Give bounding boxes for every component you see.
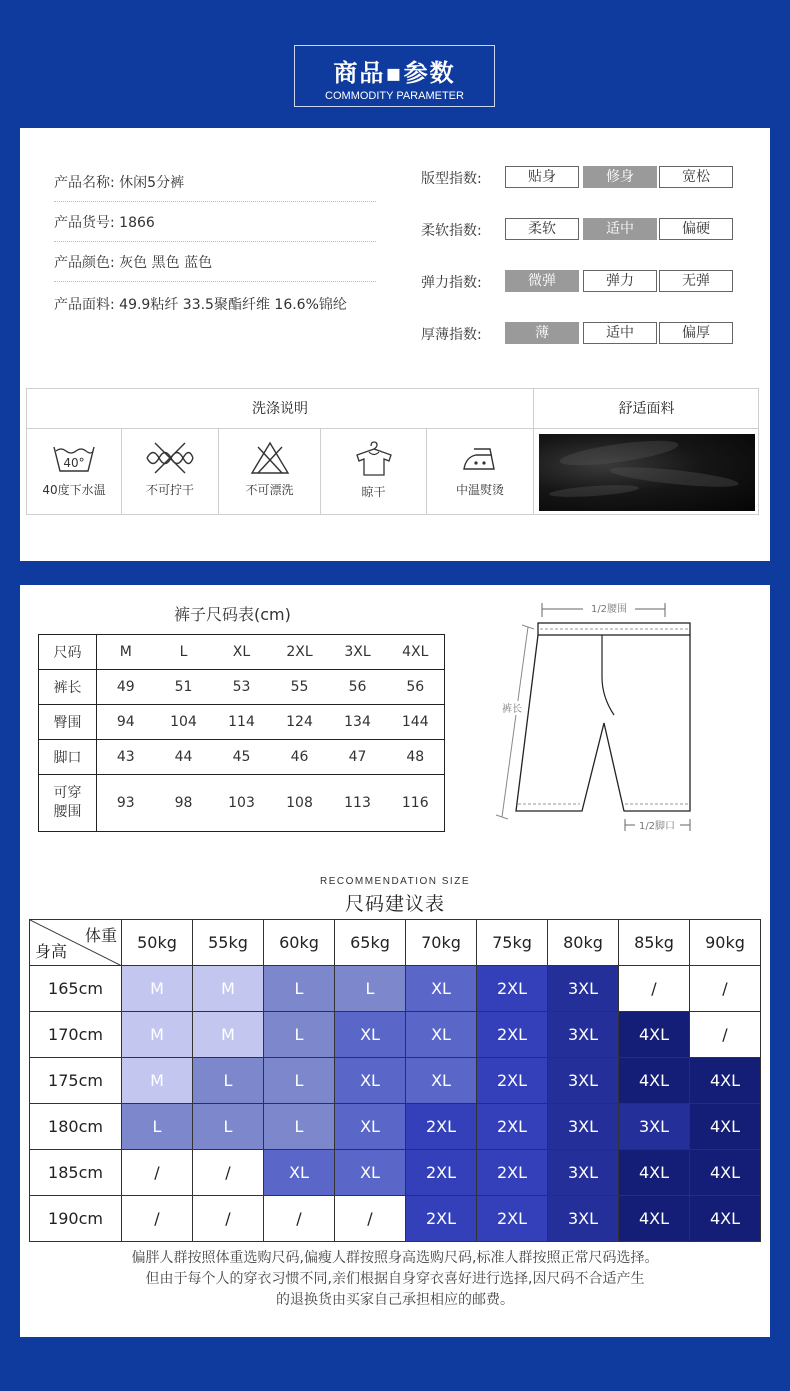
index-label: 厚薄指数: xyxy=(421,327,482,343)
table-cell: 45 xyxy=(213,740,271,775)
weight-header: 75kg xyxy=(477,920,548,966)
table-header: XL xyxy=(213,635,271,670)
table-cell: 114 xyxy=(213,705,271,740)
index-option: 偏厚 xyxy=(659,322,733,344)
table-header: 3XL xyxy=(329,635,387,670)
size-cell: 3XL xyxy=(548,966,619,1012)
info-label: 产品货号: xyxy=(54,215,115,231)
wash-40-icon xyxy=(51,441,97,475)
table-row xyxy=(39,670,445,705)
info-label: 产品颜色: xyxy=(54,255,115,271)
info-value: 休闲5分裤 xyxy=(119,175,185,191)
size-notes xyxy=(20,1248,770,1311)
shorts-measurement-diagram xyxy=(490,597,705,847)
size-cell: / xyxy=(122,1150,193,1196)
size-cell: / xyxy=(193,1196,264,1242)
height-label: 185cm xyxy=(30,1150,122,1196)
size-cell: 2XL xyxy=(477,966,548,1012)
info-name xyxy=(54,172,376,202)
no-bleach-icon xyxy=(250,441,290,475)
table-header: M xyxy=(97,635,155,670)
table-cell: 108 xyxy=(271,775,329,832)
size-cell: 4XL xyxy=(690,1196,761,1242)
care-table xyxy=(26,388,759,515)
header-title: 商品▪参数 xyxy=(333,59,456,87)
info-value: 49.9粘纤 33.5聚酯纤维 16.6%锦纶 xyxy=(119,297,347,313)
weight-header: 55kg xyxy=(193,920,264,966)
size-cell: 2XL xyxy=(477,1196,548,1242)
table-cell: 93 xyxy=(97,775,155,832)
header-subtitle: COMMODITY PARAMETER xyxy=(325,90,464,102)
size-cell: / xyxy=(264,1196,335,1242)
size-cell: 4XL xyxy=(690,1150,761,1196)
index-option-selected: 微弹 xyxy=(505,270,579,292)
index-option: 宽松 xyxy=(659,166,733,188)
table-row xyxy=(30,1104,761,1150)
table-cell: 104 xyxy=(155,705,213,740)
size-cell: XL xyxy=(335,1150,406,1196)
table-cell: 94 xyxy=(97,705,155,740)
size-cell: L xyxy=(122,1104,193,1150)
table-cell: 49 xyxy=(97,670,155,705)
size-cell: 3XL xyxy=(548,1058,619,1104)
table-cell: 103 xyxy=(213,775,271,832)
table-cell: 144 xyxy=(387,705,445,740)
care-title: 洗涤说明 xyxy=(27,389,534,429)
size-cell: L xyxy=(264,966,335,1012)
index-option: 柔软 xyxy=(505,218,579,240)
table-cell: 134 xyxy=(329,705,387,740)
size-chart-table xyxy=(38,634,445,832)
care-label: 晾干 xyxy=(361,485,386,499)
index-label: 弹力指数: xyxy=(421,275,482,291)
size-cell: XL xyxy=(335,1104,406,1150)
note-line: 的退换货由买家自己承担相应的邮费。 xyxy=(276,1292,514,1308)
table-cell: 116 xyxy=(387,775,445,832)
weight-header: 60kg xyxy=(264,920,335,966)
care-label: 不可拧干 xyxy=(145,483,194,497)
hang-dry-icon xyxy=(354,441,394,477)
index-option-selected: 薄 xyxy=(505,322,579,344)
row-label: 脚口 xyxy=(39,740,97,775)
fabric-swatch-image xyxy=(539,434,755,511)
size-cell: 2XL xyxy=(406,1104,477,1150)
care-label: 中温熨烫 xyxy=(455,483,504,497)
size-chart-title: 裤子尺码表(cm) xyxy=(174,605,291,624)
size-cell: M xyxy=(122,966,193,1012)
table-cell: 55 xyxy=(271,670,329,705)
index-option: 偏硬 xyxy=(659,218,733,240)
no-wring-icon xyxy=(145,441,195,475)
table-row xyxy=(39,740,445,775)
weight-header: 85kg xyxy=(619,920,690,966)
table-row xyxy=(30,1150,761,1196)
size-cell: M xyxy=(122,1058,193,1104)
care-item-no-wring xyxy=(122,429,219,514)
table-row xyxy=(39,705,445,740)
size-cell: 4XL xyxy=(619,1012,690,1058)
info-value: 1866 xyxy=(119,215,155,231)
row-label: 可穿 腰围 xyxy=(39,775,97,832)
table-row xyxy=(39,775,445,832)
svg-text:40°: 40° xyxy=(63,456,85,470)
table-cell: 124 xyxy=(271,705,329,740)
size-cell: 3XL xyxy=(548,1104,619,1150)
care-item-hang-dry xyxy=(321,429,427,514)
height-label: 170cm xyxy=(30,1012,122,1058)
info-color xyxy=(54,252,376,282)
height-label: 175cm xyxy=(30,1058,122,1104)
size-cell: 3XL xyxy=(548,1196,619,1242)
note-line: 但由于每个人的穿衣习惯不同,亲们根据自身穿衣喜好进行选择,因尺码不合适产生 xyxy=(145,1271,645,1287)
fabric-title: 舒适面料 xyxy=(534,389,759,429)
recommendation-title-en: RECOMMENDATION SIZE xyxy=(320,876,470,887)
size-cell: XL xyxy=(335,1058,406,1104)
care-item-iron xyxy=(427,429,534,514)
height-label: 180cm xyxy=(30,1104,122,1150)
index-option: 适中 xyxy=(583,322,657,344)
table-cell: 53 xyxy=(213,670,271,705)
size-cell: XL xyxy=(406,1058,477,1104)
size-cell: 4XL xyxy=(619,1058,690,1104)
table-cell: 48 xyxy=(387,740,445,775)
size-cell: 2XL xyxy=(477,1012,548,1058)
care-item-wash xyxy=(27,429,122,514)
table-cell: 43 xyxy=(97,740,155,775)
row-label: 裤长 xyxy=(39,670,97,705)
length-label: 裤长 xyxy=(502,704,522,715)
size-cell: 4XL xyxy=(619,1196,690,1242)
size-cell: 2XL xyxy=(477,1150,548,1196)
index-option-selected: 适中 xyxy=(583,218,657,240)
weight-header: 65kg xyxy=(335,920,406,966)
size-cell: 4XL xyxy=(690,1104,761,1150)
size-cell: L xyxy=(264,1012,335,1058)
table-row xyxy=(30,920,761,966)
weight-header: 70kg xyxy=(406,920,477,966)
product-parameter-panel xyxy=(20,128,770,561)
size-cell: 2XL xyxy=(406,1196,477,1242)
waist-label: 1/2腰围 xyxy=(590,604,628,615)
size-cell: / xyxy=(690,1012,761,1058)
info-value: 灰色 黑色 蓝色 xyxy=(119,255,213,271)
corner-height-label: 身高 xyxy=(35,942,68,961)
table-cell: 98 xyxy=(155,775,213,832)
size-cell: XL xyxy=(335,1012,406,1058)
row-label: 臀围 xyxy=(39,705,97,740)
size-cell: XL xyxy=(406,966,477,1012)
size-cell: / xyxy=(193,1150,264,1196)
info-label: 产品名称: xyxy=(54,175,115,191)
size-cell: 4XL xyxy=(619,1150,690,1196)
size-cell: M xyxy=(193,1012,264,1058)
table-header: L xyxy=(155,635,213,670)
size-cell: XL xyxy=(264,1150,335,1196)
table-cell: 51 xyxy=(155,670,213,705)
table-corner xyxy=(30,920,122,966)
table-row xyxy=(30,966,761,1012)
hem-label: 1/2脚口 xyxy=(638,821,676,832)
size-cell: / xyxy=(335,1196,406,1242)
table-cell: 46 xyxy=(271,740,329,775)
size-panel xyxy=(20,585,770,1337)
size-cell: 3XL xyxy=(548,1012,619,1058)
size-cell: 3XL xyxy=(619,1104,690,1150)
iron-medium-icon xyxy=(460,441,500,475)
section-header xyxy=(294,45,495,107)
corner-weight-label: 体重 xyxy=(84,926,117,945)
size-cell: 4XL xyxy=(690,1058,761,1104)
size-cell: 3XL xyxy=(548,1150,619,1196)
index-label: 版型指数: xyxy=(421,171,482,187)
size-cell: / xyxy=(619,966,690,1012)
care-item-no-bleach xyxy=(219,429,321,514)
size-cell: 2XL xyxy=(477,1058,548,1104)
info-sku xyxy=(54,212,376,242)
size-cell: L xyxy=(335,966,406,1012)
size-cell: / xyxy=(122,1196,193,1242)
care-label: 不可漂洗 xyxy=(245,483,294,497)
size-cell: M xyxy=(122,1012,193,1058)
size-cell: 2XL xyxy=(477,1104,548,1150)
size-cell: / xyxy=(690,966,761,1012)
table-row xyxy=(30,1012,761,1058)
table-header: 尺码 xyxy=(39,635,97,670)
height-label: 190cm xyxy=(30,1196,122,1242)
info-label: 产品面料: xyxy=(54,297,115,313)
weight-header: 50kg xyxy=(122,920,193,966)
index-option: 贴身 xyxy=(505,166,579,188)
size-cell: L xyxy=(264,1104,335,1150)
size-cell: M xyxy=(193,966,264,1012)
table-header: 2XL xyxy=(271,635,329,670)
size-cell: L xyxy=(193,1058,264,1104)
index-option: 弹力 xyxy=(583,270,657,292)
recommendation-table xyxy=(29,919,761,1242)
size-cell: L xyxy=(264,1058,335,1104)
recommendation-title: 尺码建议表 xyxy=(344,893,445,915)
index-option: 无弹 xyxy=(659,270,733,292)
weight-header: 90kg xyxy=(690,920,761,966)
index-option-selected: 修身 xyxy=(583,166,657,188)
weight-header: 80kg xyxy=(548,920,619,966)
table-cell: 56 xyxy=(329,670,387,705)
table-row xyxy=(30,1058,761,1104)
table-cell: 113 xyxy=(329,775,387,832)
note-line: 偏胖人群按照体重选购尺码,偏瘦人群按照身高选购尺码,标准人群按照正常尺码选择。 xyxy=(131,1250,659,1266)
table-row xyxy=(39,635,445,670)
table-cell: 56 xyxy=(387,670,445,705)
table-header: 4XL xyxy=(387,635,445,670)
table-cell: 44 xyxy=(155,740,213,775)
size-cell: 2XL xyxy=(406,1150,477,1196)
size-cell: XL xyxy=(406,1012,477,1058)
size-cell: L xyxy=(193,1104,264,1150)
index-label: 柔软指数: xyxy=(421,223,482,239)
info-fabric xyxy=(54,294,394,323)
table-cell: 47 xyxy=(329,740,387,775)
table-row xyxy=(30,1196,761,1242)
care-label: 40度下水温 xyxy=(42,483,106,497)
height-label: 165cm xyxy=(30,966,122,1012)
